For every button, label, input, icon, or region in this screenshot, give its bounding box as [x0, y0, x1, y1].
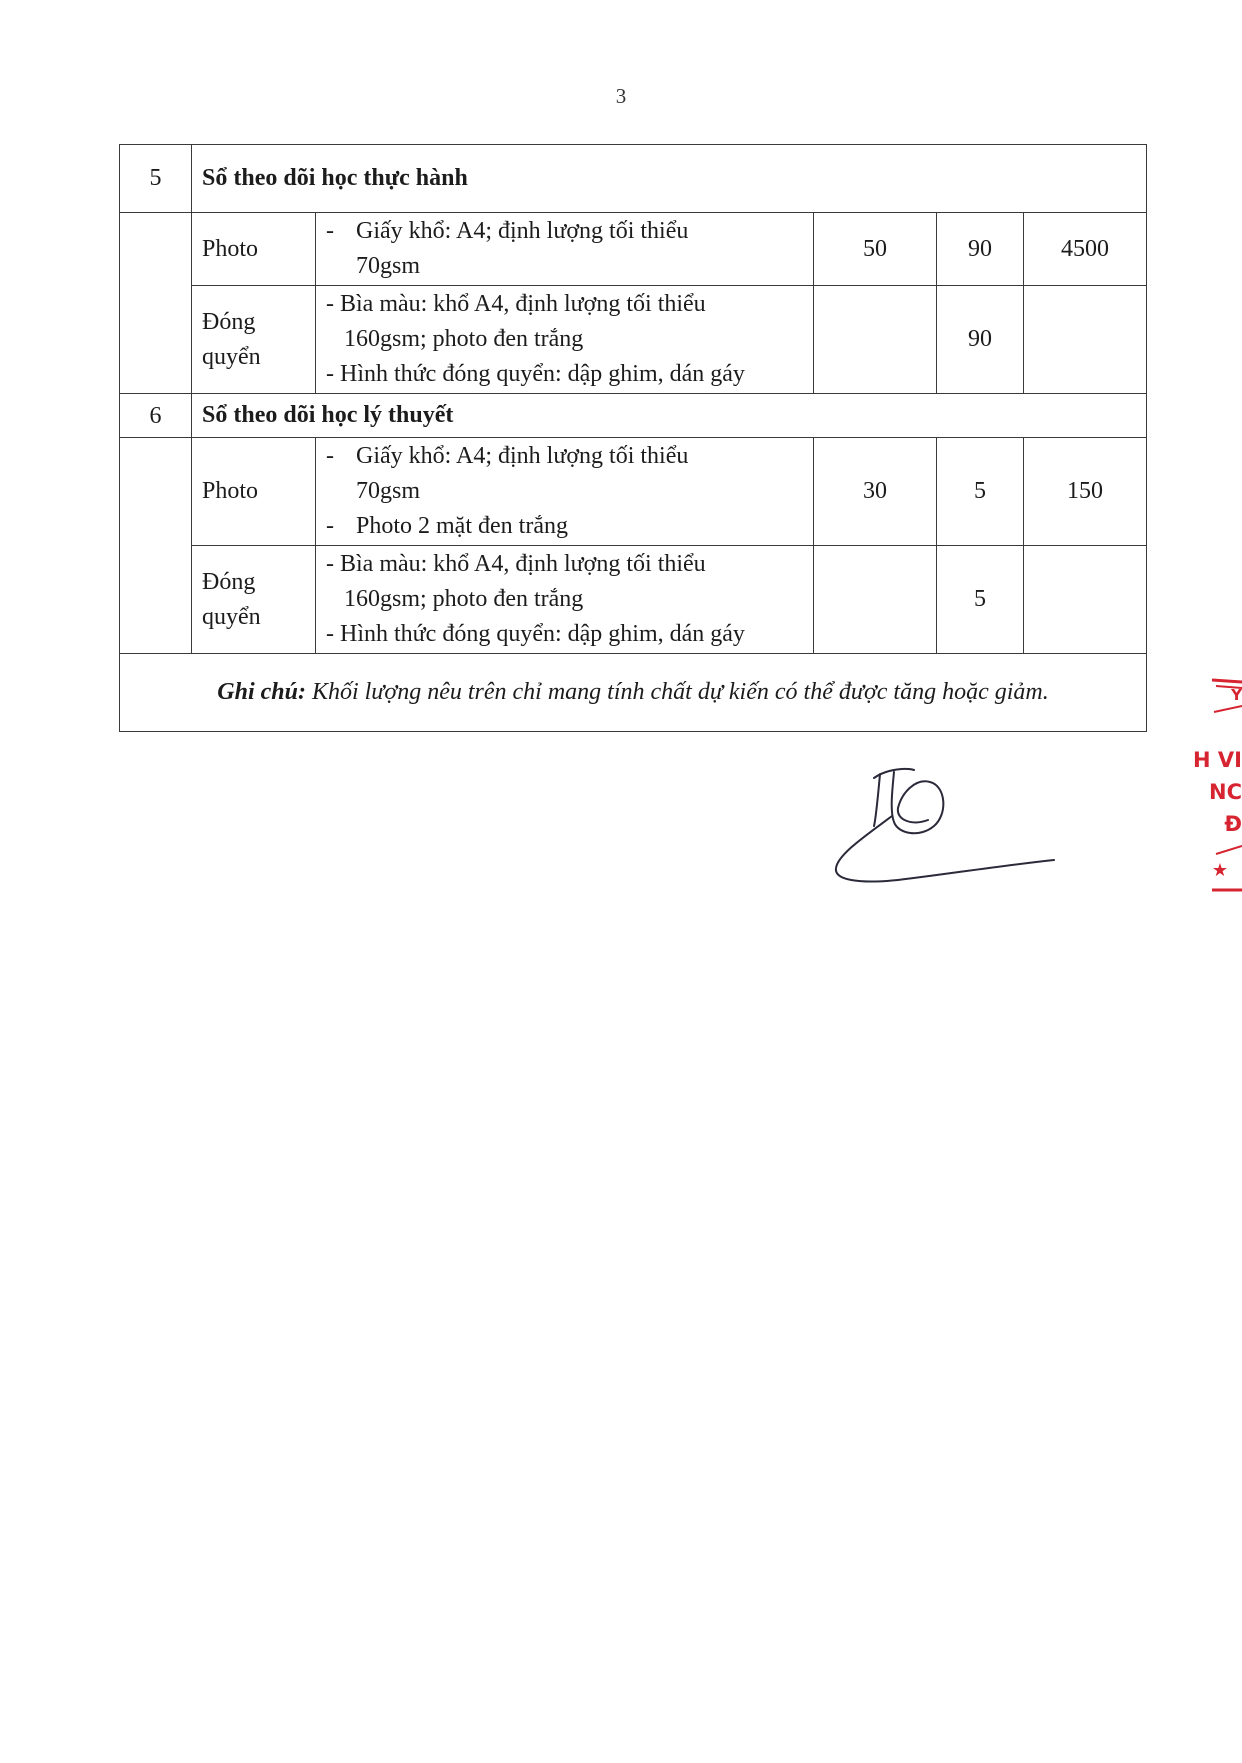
note-text: Khối lượng nêu trên chỉ mang tính chất dự kiến có thể được tăng hoặc giảm. — [311, 679, 1049, 705]
quantity-cell: 90 — [937, 286, 1024, 394]
section-title: Sổ theo dõi học thực hành — [192, 145, 1147, 213]
spec-item: - Bìa màu: khổ A4, định lượng tối thiểu 160gsm; photo đen trắng — [326, 551, 706, 612]
table-row — [120, 546, 1147, 654]
seal-text: Y — [1231, 686, 1242, 704]
total-cell — [1024, 286, 1147, 394]
seal-text: H VI — [1193, 748, 1242, 772]
item-kind: Photo — [192, 438, 316, 546]
empty-cell — [120, 213, 192, 394]
section-title: Sổ theo dõi học lý thuyết — [192, 394, 1147, 438]
quantity-cell — [814, 546, 937, 654]
signature — [828, 756, 1058, 886]
table-row — [120, 286, 1147, 394]
table-row — [120, 438, 1147, 546]
item-spec — [316, 438, 814, 546]
red-seal-fragment — [1168, 676, 1242, 906]
total-cell — [1024, 546, 1147, 654]
seal-text: Đ — [1224, 812, 1242, 836]
item-kind: Photo — [192, 213, 316, 286]
section-header-row — [120, 145, 1147, 213]
item-spec — [316, 286, 814, 394]
spec-item: - Photo 2 mặt đen trắng — [326, 509, 803, 544]
quantity-cell: 5 — [937, 438, 1024, 546]
empty-cell — [120, 438, 192, 654]
note-label: Ghi chú: — [217, 679, 306, 705]
total-cell: 150 — [1024, 438, 1147, 546]
section-number: 6 — [120, 394, 192, 438]
total-cell: 4500 — [1024, 213, 1147, 286]
star-icon: ★ — [1211, 860, 1228, 881]
quantity-cell: 50 — [814, 213, 937, 286]
spec-item: - Giấy khổ: A4; định lượng tối thiểu 70gsm — [326, 214, 803, 284]
table-row — [120, 213, 1147, 286]
spec-item: - Bìa màu: khổ A4, định lượng tối thiểu 160gsm; photo đen trắng — [326, 291, 706, 352]
section-header-row — [120, 394, 1147, 438]
note-cell — [120, 654, 1147, 732]
page-number: 3 — [615, 84, 627, 108]
item-spec — [316, 213, 814, 286]
quantity-cell: 5 — [937, 546, 1024, 654]
quantity-cell: 90 — [937, 213, 1024, 286]
spec-item: - Hình thức đóng quyển: dập ghim, dán gáy — [326, 621, 745, 647]
item-kind: Đóng quyển — [192, 546, 316, 654]
item-kind: Đóng quyển — [192, 286, 316, 394]
spec-item: - Hình thức đóng quyển: dập ghim, dán gáy — [326, 361, 745, 387]
spec-item: - Giấy khổ: A4; định lượng tối thiểu 70gsm — [326, 439, 803, 509]
item-spec — [316, 546, 814, 654]
quantity-cell: 30 — [814, 438, 937, 546]
dash-marker: - — [326, 218, 334, 244]
section-number: 5 — [120, 145, 192, 213]
document-table — [119, 144, 1147, 732]
dash-marker: - — [326, 443, 334, 469]
quantity-cell — [814, 286, 937, 394]
seal-text: NC — [1209, 780, 1242, 804]
dash-marker: - — [326, 513, 334, 539]
note-row — [120, 654, 1147, 732]
